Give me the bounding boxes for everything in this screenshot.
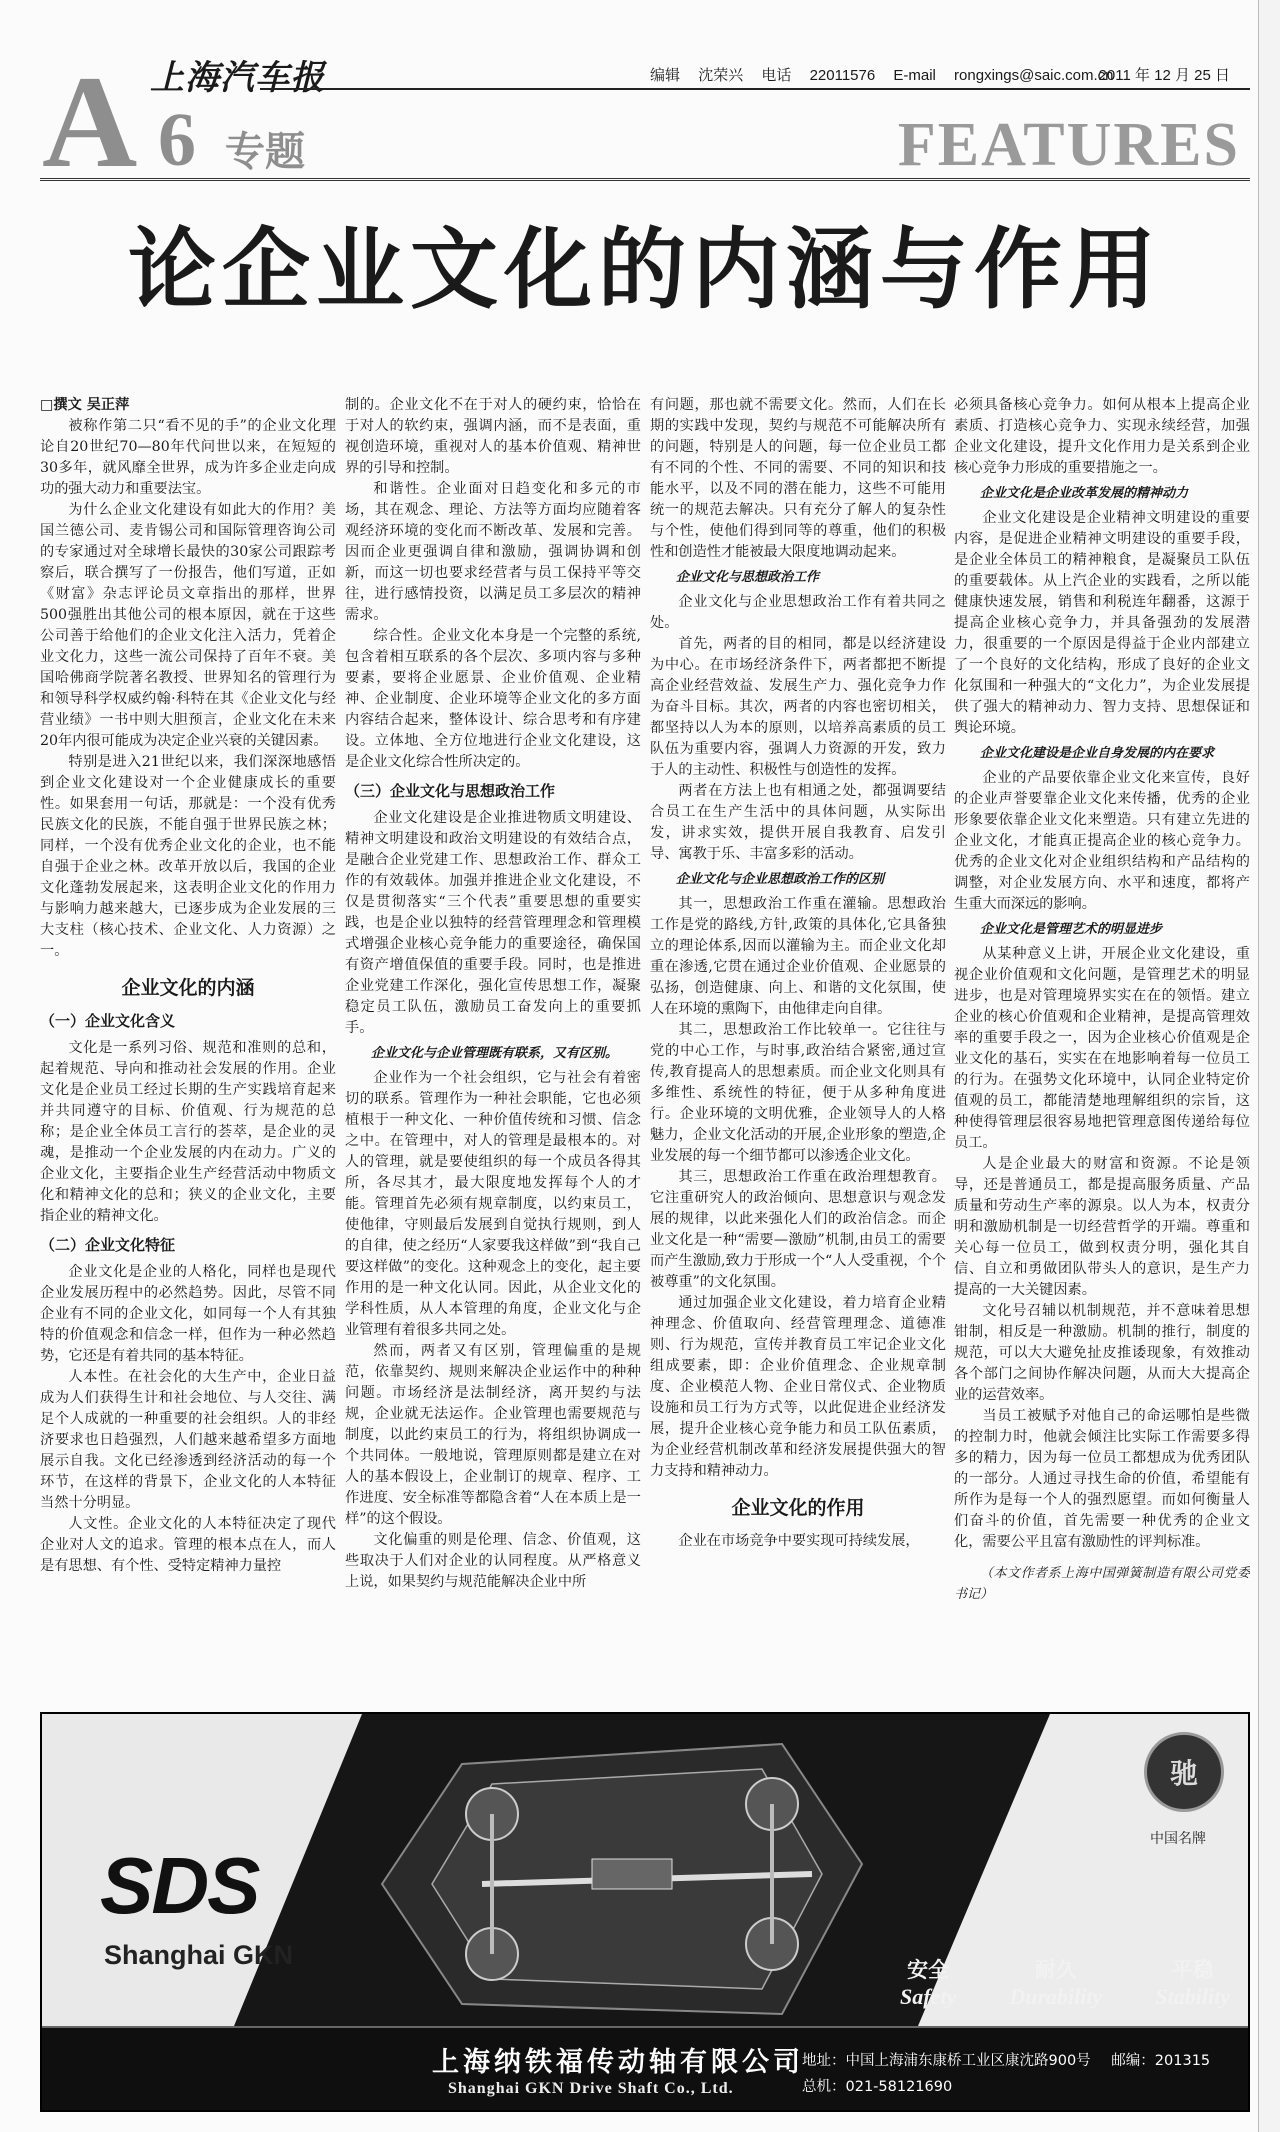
- paragraph: 被称作第二只“看不见的手”的企业文化理论自20世纪70—80年代问世以来，在短短的30多年，就风靡全世界，成为许多企业走向成功的强大动力和重要法宝。: [40, 418, 336, 497]
- paragraph: 特别是进入21世纪以来，我们深深地感悟到企业文化建设对一个企业健康成长的重要性。如果套用一句话，那就是：一个没有优秀民族文化的民族，不能自强于世界民族之林；同样，一个没有优秀企业文化的企业，也不能自强于企业之林。改革开放以后，我国的企业文化蓬勃发展起来，这表明企业文化的作用力与影响力越来越大，已逐步成为企业发展的三大支柱（核心技术、企业文化、人力资源）之一。: [40, 754, 336, 959]
- postcode: 201315: [1154, 2053, 1211, 2069]
- masthead: [40, 16, 1250, 195]
- slogan-zh: 平稳: [1171, 1958, 1214, 1982]
- paragraph: 企业文化建设是企业推进物质文明建设、精神文明建设和政治文明建设的有效结合点，是融合企业党建工作、思想政治工作、群众工作的有效载体。加强并推进企业文化建设，不仅是贯彻落实“三个代表”重要思想的重要实践，也是企业以独特的经营管理理念和管理模式增强企业核心竞争能力的重要途径，确保国有资产增值保值的重要手段。同时，也是推进企业党建工作深化，强化宣传思想工作，凝聚稳定员工队伍，激励员工奋发向上的重要抓手。: [345, 810, 641, 1036]
- inline-heading: 企业文化是管理艺术的明显进步: [980, 922, 1163, 937]
- article-headline: 论企业文化的内涵与作用: [127, 218, 1162, 321]
- editor-label: 编辑: [650, 67, 681, 84]
- phone-label: 电话: [761, 67, 792, 84]
- slogan-en: Safety: [900, 1984, 957, 2009]
- paragraph: 两者在方法上也有相通之处，都强调要结合员工在生产生活中的具体问题，从实际出发，讲求实效，提供开展自我教育、启发引导、寓教于乐、丰富多彩的活动。: [650, 783, 946, 862]
- paragraph: 制的。企业文化不在于对人的硬约束，恰恰在于对人的软约束，强调内涵，而不是表面，重视创造环境，重视对人的基本价值观、精神世界的引导和控制。: [345, 397, 641, 476]
- paragraph: 企业文化建设是企业精神文明建设的重要内容，是促进企业精神文明建设的重要手段，是企业全体员工的精神粮食，是凝聚员工队伍的重要载体。从上汽企业的实践看，之所以能健康快速发展，销售和利税连年翻番，这源于提高企业核心竞争力，并具备强劲的发展潜力，很重要的一个原因是得益于企业内部建立了一个良好的文化结构，形成了良好的企业文化氛围和一种强大的“文化力”，为企业发展提供了强大的精神动力、智力支持、思想保证和舆论环境。: [954, 510, 1250, 736]
- paragraph: 文化是一系列习俗、规范和准则的总和，起着规范、导向和推动社会发展的作用。企业文化是企业员工经过长期的生产实践培育起来并共同遵守的目标、价值观、行为规范的总称；是企业全体员工言行的荟萃，是企业的灵魂，是推动一个企业发展的内在动力。广义的企业文化，主要指企业生产经营活动中物质文化和精神文化的总和；狭义的企业文化，主要指企业的精神文化。: [40, 1040, 336, 1224]
- article-body: [40, 395, 1250, 1695]
- article-column-3: [650, 395, 946, 1695]
- slogan-stability: [1155, 1954, 1230, 2010]
- paragraph: 企业文化是企业的人格化，同样也是现代企业发展历程中的必然趋势。因此，尽管不同企业有不同的企业文化，如同每一个人有其独特的价值观念和信念一样，但作为一种必然趋势，它还是有着共同的基本特征。: [40, 1264, 336, 1364]
- subheading-definition: （一）企业文化含义: [40, 1012, 176, 1030]
- sds-logo: SDS: [100, 1841, 259, 1930]
- slogan-en: Durability: [1009, 1984, 1103, 2009]
- article-column-4: [954, 395, 1250, 1695]
- page-number: 6: [158, 98, 196, 182]
- editor-info: [650, 64, 1128, 85]
- inline-heading: 企业文化与思想政治工作: [676, 570, 820, 585]
- paragraph: 企业文化与企业思想政治工作有着共同之处。: [650, 594, 946, 631]
- slogan-durability: [1009, 1954, 1102, 2010]
- phone-number: 22011576: [809, 67, 876, 84]
- author-note: （本文作者系上海中国弹簧制造有限公司党委书记）: [954, 1566, 1250, 1602]
- header-double-rule: [40, 178, 1250, 181]
- issue-date: 2011 年 12 月 25 日: [1098, 67, 1230, 84]
- section-title-zh: 专题: [225, 128, 305, 175]
- paragraph: 和谐性。企业面对日趋变化和多元的市场，其在观念、理论、方法等方面均应随着客观经济环境的变化而不断改革、发展和完善。因而企业更强调自律和激励，强调协调和创新，而这一切也要求经营者与员工保持平等交往，进行感情投资，以满足员工多层次的精神需求。: [345, 481, 641, 623]
- slogan-en: Stability: [1155, 1984, 1230, 2009]
- subheading-features: （二）企业文化特征: [40, 1236, 176, 1254]
- inline-heading: 企业文化与企业管理既有联系，又有区别。: [371, 1046, 619, 1061]
- brand-emblem: 驰: [1144, 1732, 1224, 1812]
- paragraph: 其二，思想政治工作比较单一。它往往与党的中心工作，与时事,政治结合紧密,通过宣传,教育提高人的思想素质。而企业文化则具有多维性、系统性的特征，便于从多种角度进行。企业环境的文明优雅，企业领导人的人格魅力，企业文化活动的开展,企业形象的塑造,企业发展的每一个细节都可以渗透企业文化。: [650, 1022, 946, 1164]
- section-heading-role: 企业文化的作用: [731, 1497, 865, 1519]
- inline-heading: 企业文化是企业改革发展的精神动力: [980, 486, 1189, 501]
- paragraph: 为什么企业文化建设有如此大的作用？美国兰德公司、麦肯锡公司和国际管理咨询公司的专家通过对全球增长最快的30家公司跟踪考察后，联合撰写了一份报告，他们写道，正如《财富》杂志评论员文章指出的那样，世界500强胜出其他公司的根本原因，就在于这些公司善于给他们的企业文化注入活力，凭着企业文化力，这些一流公司保持了百年不衰。美国哈佛商学院著名教授、世界知名的管理行为和领导科学权威约翰·科特在其《企业文化与经营业绩》一书中则大胆预言，企业文化在未来20年内很可能成为决定企业兴衰的关键因素。: [40, 502, 336, 749]
- company-name-en: Shanghai GKN Drive Shaft Co., Ltd.: [448, 2080, 734, 2097]
- paragraph: 文化偏重的则是伦理、信念、价值观，这些取决于人们对企业的认同程度。从严格意义上说，如果契约与规范能解决企业中所: [345, 1532, 641, 1590]
- page-edge: [1258, 0, 1280, 2132]
- paragraph: 从某种意义上讲，开展企业文化建设，重视企业价值观和文化问题，是管理艺术的明显进步，也是对管理境界实实在在的领悟。建立企业的核心价值观和企业精神，是提高管理效率的重要手段之一，因为企业核心价值观是企业文化的基石，实实在在地影响着每一位员工的行为。在强势文化环境中，认同企业特定价值观的员工，都能清楚地理解组织的宗旨，这种使得管理层很容易地把管理意图传递给每位员工。: [954, 946, 1250, 1151]
- subheading-political-work: （三）企业文化与思想政治工作: [345, 782, 556, 800]
- inline-heading: 企业文化建设是企业自身发展的内在要求: [980, 746, 1215, 761]
- paragraph: 首先，两者的目的相同，都是以经济建设为中心。在市场经济条件下，两者都把不断提高企业经营效益、发展生产力、强化竞争力作为奋斗目标。其次，两者的内容也密切相关，都坚持以人为本的原则，以培养高素质的员工队伍为重要内容，强调人力资源的开发，致力于人的主动性、积极性与创造性的发挥。: [650, 636, 946, 778]
- company-footer: [42, 2026, 1250, 2112]
- paragraph: 人本性。在社会化的大生产中，企业日益成为人们获得生计和社会地位、与人交往、满足个人成就的一种重要的社会组织。人的非经济要求也日趋强烈，人们越来越希望多方面地展示自我。文化已经渗透到经济活动的每一个环节，在这样的背景下，企业文化的人本特征当然十分明显。: [40, 1369, 336, 1511]
- paragraph: 然而，两者又有区别，管理偏重的是规范，依靠契约、规则来解决企业运作中的种种问题。市场经济是法制经济，离开契约与法规，企业就无法运作。企业管理也需要规范与制度，以此约束员工的行为，将组织协调成一个共同体。一般地说，管理原则都是建立在对人的基本假设上，企业制订的规章、程序、工作进度、安全标准等都隐含着“人在本质上是一样”的这个假设。: [345, 1343, 641, 1527]
- paragraph: 其三，思想政治工作重在政治理想教育。它注重研究人的政治倾向、思想意识与观念发展的规律，以此来强化人们的政治信念。而企业文化是一种“需要—激励”机制,由员工的需要而产生激励,致力于形成一个“人人受重视，个个被尊重”的文化氛围。: [650, 1169, 946, 1290]
- byline: □撰文 吴正萍: [40, 397, 130, 413]
- section-heading-connotation: 企业文化的内涵: [121, 977, 255, 999]
- paragraph: 必须具备核心竞争力。如何从根本上提高企业素质、打造核心竞争力、实现永续经营，加强企业文化建设，提升文化作用力是关系到企业核心竞争力形成的重要措施之一。: [954, 397, 1250, 476]
- paragraph: 通过加强企业文化建设，着力培育企业精神理念、价值取向、经营管理理念、道德准则、行为规范，宣传并教育员工牢记企业文化组成要素，即：企业价值理念、企业规章制度、企业模范人物、企业日常仪式、企业物质设施和员工行为方式等，以此促进企业经济发展，提升企业核心竞争能力和员工队伍素质，为企业经营机制改革和经济发展提供强大的智力支持和精神动力。: [650, 1295, 946, 1479]
- paragraph: 综合性。企业文化本身是一个完整的系统,包含着相互联系的各个层次、多项内容与多种要素，要将企业愿景、企业价值观、企业精神、企业制度、企业环境等企业文化的多方面内容结合起来，整体设计、综合思考和有序建设。立体地、全方位地进行企业文化建设，这是企业文化综合性所决定的。: [345, 628, 641, 770]
- postcode-label: 邮编：: [1111, 2053, 1155, 2069]
- email-label: E-mail: [893, 67, 936, 84]
- paragraph: 企业的产品要依靠企业文化来宣传，良好的企业声誉要靠企业文化来传播，优秀的企业形象要依靠企业文化来塑造。只有建立先进的企业文化，才能真正提高企业的核心竞争力。优秀的企业文化对企业组织结构和产品结构的调整，对企业发展方向、水平和速度，都将产生重大而深远的影响。: [954, 770, 1250, 912]
- inline-heading: 企业文化与企业思想政治工作的区别: [676, 872, 885, 887]
- article-column-2: [345, 395, 641, 1695]
- brand-name: Shanghai GKN: [104, 1940, 294, 1970]
- paragraph: 其一，思想政治工作重在灌输。思想政治工作是党的路线,方针,政策的具体化,它具备独立的理论体系,因而以灌输为主。而企业文化却重在渗透,它贯在通过企业价值观、企业愿景的弘扬，创造健康、向上、和谐的文化氛围，使人在环境的熏陶下，由他律走向自律。: [650, 896, 946, 1017]
- slogans: [900, 1954, 1230, 2010]
- paragraph: 人文性。企业文化的人本特征决定了现代企业对人文的追求。管理的根本点在人，而人是有思想、有个性、受特定精神力量控: [40, 1516, 336, 1574]
- header-rule: [260, 88, 1250, 90]
- paragraph: 企业作为一个社会组织，它与社会有着密切的联系。管理作为一种社会职能，它也必须植根于一种文化、一种价值传统和习惯、信念之中。在管理中，对人的管理是最根本的。对人的管理，就是要使组织的每一个成员各得其所，各尽其才，最大限度地发挥每个人的才能。管理首先必须有规章制度，以约束员工，使他律，守则最后发展到自觉执行规则，到人的自律，使之经历“人家要我这样做”到“我自己要这样做”的变化。这种观念上的变化，起主要作用的是一种文化认同。因此，从企业文化的学科性质，从人本管理的角度，企业文化与企业管理有着很多共同之处。: [345, 1070, 641, 1338]
- editor-name: 沈荣兴: [698, 67, 744, 84]
- paragraph: 企业在市场竞争中要实现可持续发展，: [678, 1533, 920, 1549]
- paragraph: 当员工被赋予对他自己的命运哪怕是些微的控制力时，他就会倾注比实际工作需要多得多的精力，因为每一位员工都想成为优秀团队的一部分。人通过寻找生命的价值，希望能有所作为是每一个人的强烈愿望。而如何衡量人们奋斗的价值，首先需要一种优秀的企业文化，需要公平且富有激励性的评判标准。: [954, 1408, 1250, 1550]
- switchboard: 021-58121690: [845, 2079, 953, 2095]
- paragraph: 人是企业最大的财富和资源。不论是领导，还是普通员工，都是提高服务质量、产品质量和劳动生产率的源泉。以人为本，权责分明和激励机制是一切经营哲学的开端。尊重和关心每一位员工，做到权责分明，强化其自信、自立和勇做团队带头人的意识，是生产力提高的一大关键因素。: [954, 1156, 1250, 1298]
- slogan-zh: 耐久: [1034, 1958, 1077, 1982]
- section-title-en: FEATURES: [897, 111, 1240, 179]
- famous-brand-label: 中国名牌: [1150, 1831, 1206, 1847]
- slogan-safety: [900, 1954, 956, 2010]
- company-name-zh: 上海纳铁福传动轴有限公司: [432, 2047, 804, 2078]
- page-letter: A: [42, 48, 138, 195]
- address: 中国上海浦东康桥工业区康沈路900号: [845, 2053, 1091, 2069]
- car-chassis-illustration: [342, 1724, 902, 2024]
- contact-info: [802, 2048, 1226, 2100]
- email-address: rongxings@saic.com.cn: [954, 67, 1114, 84]
- slogan-zh: 安全: [907, 1958, 950, 1982]
- switchboard-label: 总机：: [802, 2079, 846, 2095]
- newspaper-logo: 上海汽车报: [150, 58, 325, 98]
- paragraph: 有问题，那也就不需要文化。然而，人们在长期的实践中发现，契约与规范不可能解决所有的问题，特别是人的问题，每一位企业员工都有不同的个性、不同的需要、不同的知识和技能水平，以及不同的潜在能力，这些不可能用统一的规范去解决。只有充分了解人的复杂性与个性，使他们得到同等的尊重，他们的积极性和创造性才能被最大限度地调动起来。: [650, 397, 946, 560]
- article-column-1: [40, 395, 336, 1695]
- paragraph: 文化号召辅以机制规范，并不意味着思想钳制，相反是一种激励。机制的推行，制度的规范，可以大大避免扯皮推诿现象，有效推动各个部门之间协作解决问题，从而大大提高企业的运营效率。: [954, 1303, 1250, 1403]
- address-label: 地址：: [802, 2053, 846, 2069]
- advertisement: [40, 1712, 1250, 2112]
